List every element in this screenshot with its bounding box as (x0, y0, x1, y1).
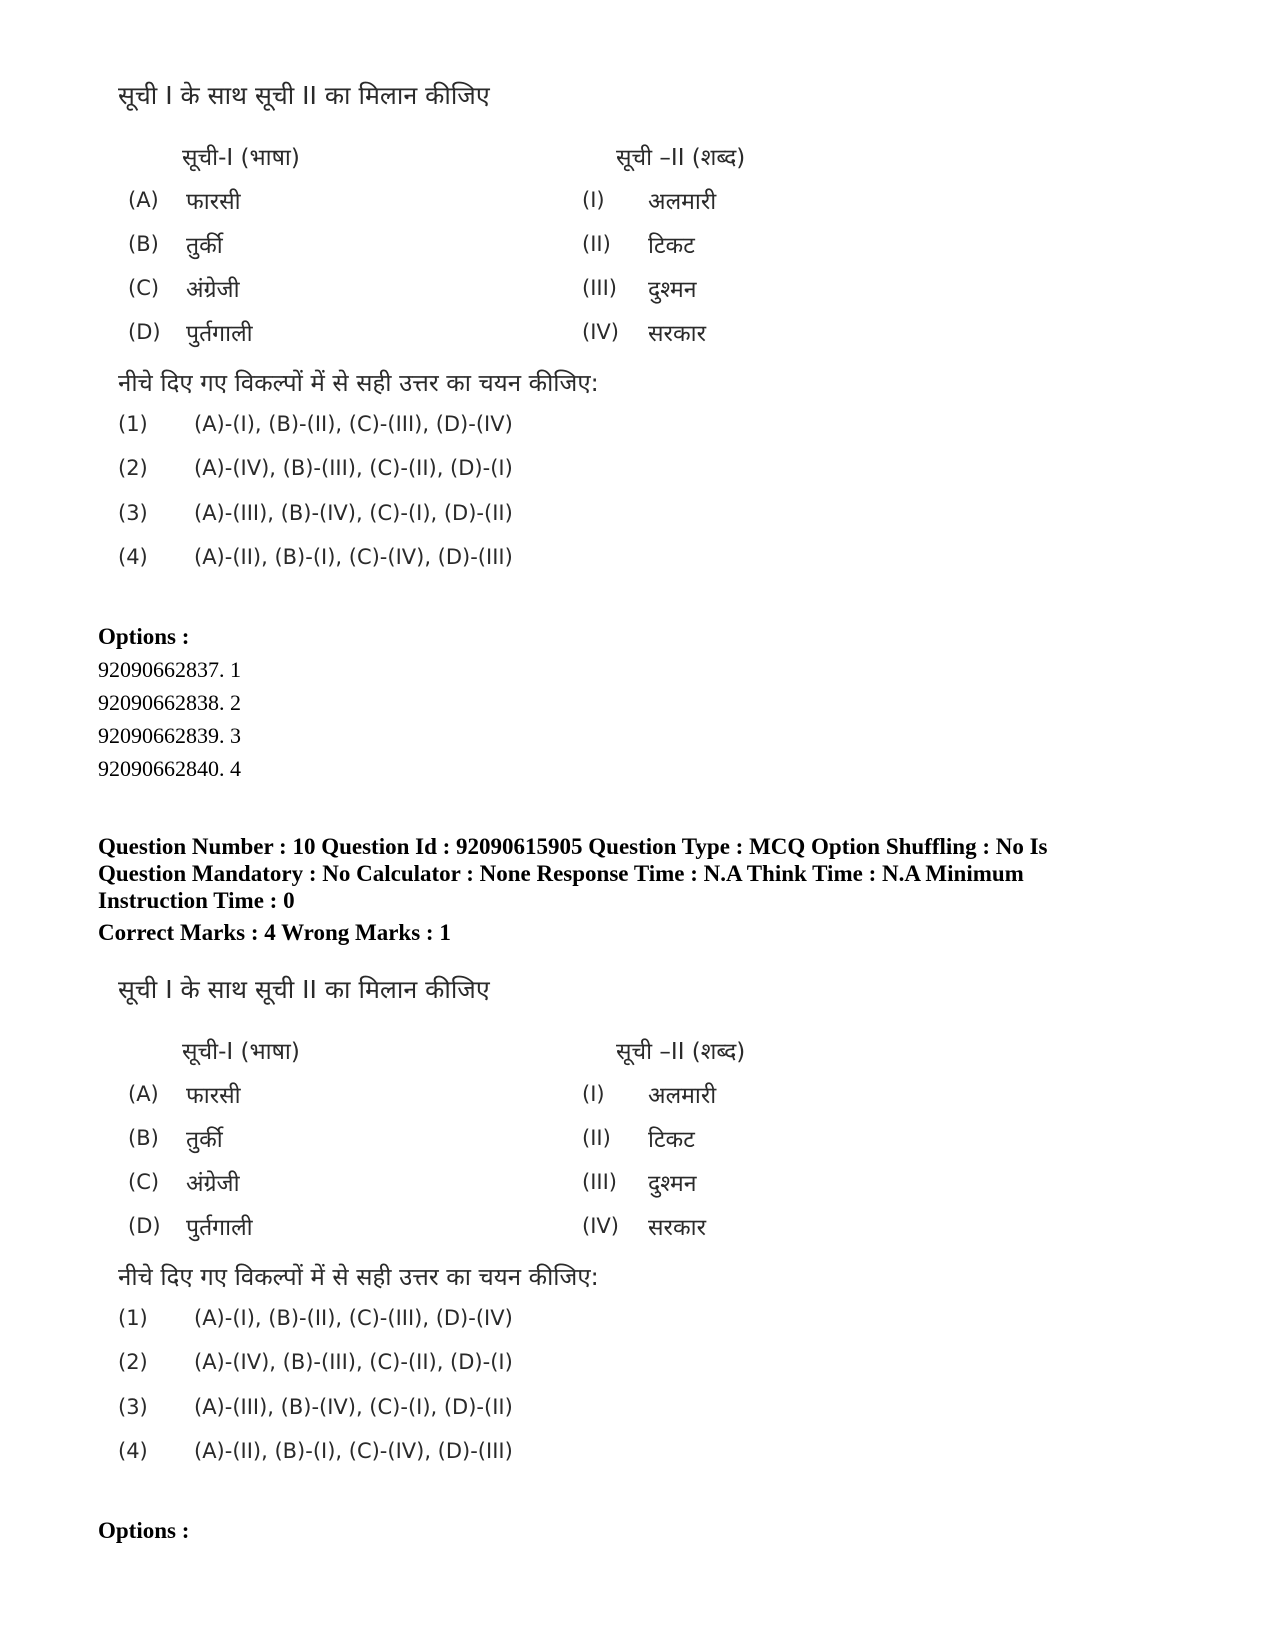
choice-number: (1) (118, 1306, 148, 1330)
option-item: 92090662839. 3 (98, 723, 241, 748)
row-left-label: (B) (128, 232, 159, 256)
choice-text: (A)-(III), (B)-(IV), (C)-(I), (D)-(II) (194, 1395, 513, 1419)
choice-number: (4) (118, 1439, 148, 1463)
choice-row (118, 501, 818, 535)
select-prompt: नीचे दिए गए विकल्पों में से सही उत्तर का चयन कीजिए: (118, 369, 599, 397)
choice-row (118, 456, 818, 490)
choice-row (118, 1350, 818, 1384)
row-left-label: (B) (128, 1126, 159, 1150)
row-left-label: (A) (128, 188, 159, 212)
marks-line: Correct Marks : 4 Wrong Marks : 1 (98, 920, 451, 945)
row-left-text: तुर्की (186, 233, 223, 259)
choice-row (118, 412, 818, 446)
question-block-2 (98, 972, 818, 1492)
choice-number: (3) (118, 501, 148, 525)
question-block-1 (98, 78, 818, 598)
match-row (98, 1210, 818, 1250)
choice-row (118, 1439, 818, 1473)
row-right-label: (III) (582, 1170, 617, 1194)
choice-number: (2) (118, 1350, 148, 1374)
choice-text: (A)-(III), (B)-(IV), (C)-(I), (D)-(II) (194, 501, 513, 525)
row-right-text: अलमारी (648, 1083, 717, 1109)
row-left-text: फारसी (186, 1083, 241, 1109)
list2-header: सूची –II (शब्द) (616, 145, 746, 171)
row-right-label: (III) (582, 276, 617, 300)
choice-number: (4) (118, 545, 148, 569)
option-item: 92090662838. 2 (98, 690, 241, 715)
option-item: 92090662840. 4 (98, 756, 241, 781)
row-left-text: पुर्तगाली (186, 1215, 253, 1241)
list1-header: सूची-I (भाषा) (182, 1039, 300, 1065)
list2-header: सूची –II (शब्द) (616, 1039, 746, 1065)
choice-text: (A)-(II), (B)-(I), (C)-(IV), (D)-(III) (194, 545, 513, 569)
row-right-label: (II) (582, 1126, 611, 1150)
row-right-text: सरकार (648, 321, 706, 347)
match-row (98, 272, 818, 312)
row-left-text: अंग्रेजी (186, 1171, 240, 1197)
match-row (98, 1166, 818, 1206)
options-heading-2: Options : (98, 1518, 190, 1543)
row-left-text: फारसी (186, 189, 241, 215)
row-right-text: दुश्मन (648, 277, 697, 303)
choice-row (118, 545, 818, 579)
select-prompt: नीचे दिए गए विकल्पों में से सही उत्तर का चयन कीजिए: (118, 1263, 599, 1291)
options-heading: Options : (98, 624, 190, 649)
row-right-label: (I) (582, 188, 605, 212)
choice-row (118, 1306, 818, 1340)
row-right-label: (I) (582, 1082, 605, 1106)
choice-number: (2) (118, 456, 148, 480)
row-left-label: (D) (128, 1214, 161, 1238)
row-right-text: अलमारी (648, 189, 717, 215)
choice-number: (1) (118, 412, 148, 436)
match-row (98, 1078, 818, 1118)
row-right-text: दुश्मन (648, 1171, 697, 1197)
match-prompt: सूची I के साथ सूची II का मिलान कीजिए (118, 975, 490, 1004)
choice-text: (A)-(I), (B)-(II), (C)-(III), (D)-(IV) (194, 1306, 513, 1330)
row-left-text: तुर्की (186, 1127, 223, 1153)
choice-number: (3) (118, 1395, 148, 1419)
row-left-label: (A) (128, 1082, 159, 1106)
row-left-label: (C) (128, 1170, 160, 1194)
row-left-text: अंग्रेजी (186, 277, 240, 303)
row-right-text: टिकट (648, 1127, 695, 1153)
meta-line-1: Question Number : 10 Question Id : 92090615905 Question Type : MCQ Option Shuffling : No Is (98, 834, 1048, 859)
row-right-label: (IV) (582, 320, 619, 344)
choice-text: (A)-(IV), (B)-(III), (C)-(II), (D)-(I) (194, 1350, 513, 1374)
meta-line-2: Question Mandatory : No Calculator : None Response Time : N.A Think Time : N.A Minimum (98, 861, 1024, 886)
row-right-text: सरकार (648, 1215, 706, 1241)
choice-text: (A)-(II), (B)-(I), (C)-(IV), (D)-(III) (194, 1439, 513, 1463)
row-left-text: पुर्तगाली (186, 321, 253, 347)
choice-row (118, 1395, 818, 1429)
match-row (98, 316, 818, 356)
match-prompt: सूची I के साथ सूची II का मिलान कीजिए (118, 81, 490, 110)
row-left-label: (D) (128, 320, 161, 344)
match-row (98, 228, 818, 268)
row-left-label: (C) (128, 276, 160, 300)
match-row (98, 184, 818, 224)
choice-text: (A)-(I), (B)-(II), (C)-(III), (D)-(IV) (194, 412, 513, 436)
question-meta (98, 833, 1118, 914)
row-right-text: टिकट (648, 233, 695, 259)
meta-line-3: Instruction Time : 0 (98, 888, 295, 913)
row-right-label: (IV) (582, 1214, 619, 1238)
match-row (98, 1122, 818, 1162)
list1-header: सूची-I (भाषा) (182, 145, 300, 171)
option-item: 92090662837. 1 (98, 657, 241, 682)
choice-text: (A)-(IV), (B)-(III), (C)-(II), (D)-(I) (194, 456, 513, 480)
row-right-label: (II) (582, 232, 611, 256)
